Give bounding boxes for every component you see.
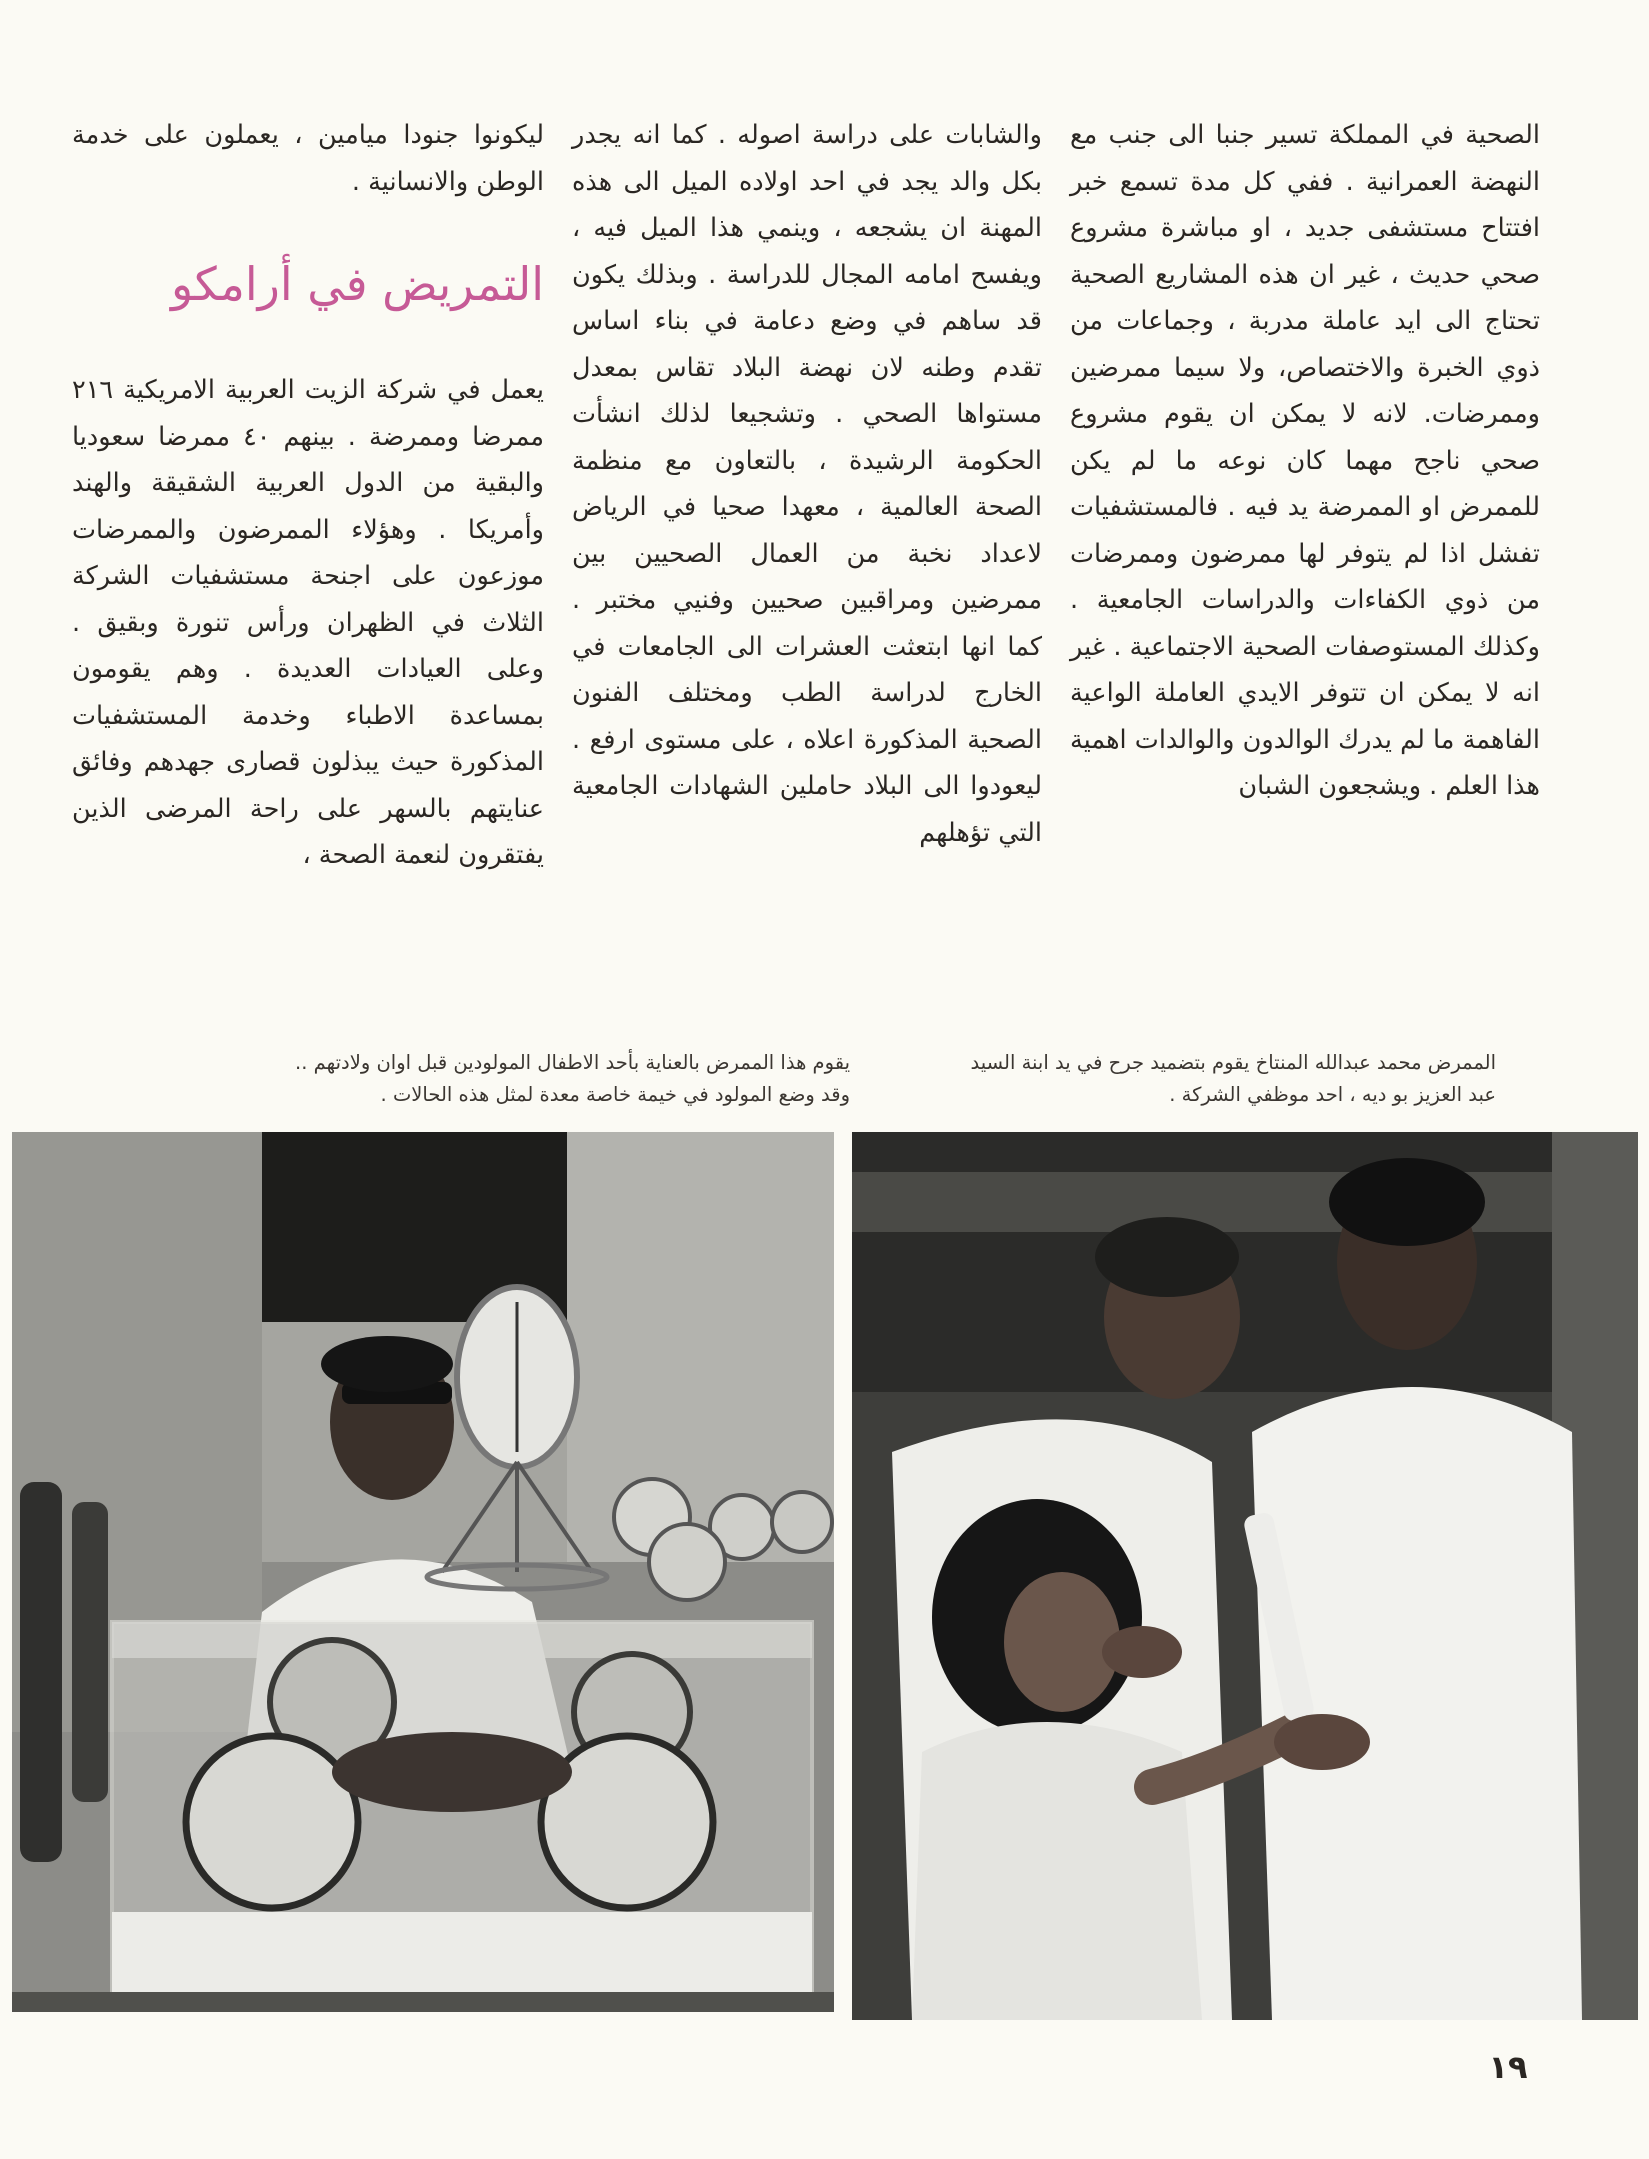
article-paragraph: ليكونوا جنودا ميامين ، يعملون على خدمة الوطن والانسانية . xyxy=(72,120,544,197)
page-number: ١٩ xyxy=(1488,2048,1528,2086)
photo-nurse-incubator xyxy=(12,1132,834,2012)
article-column-left xyxy=(72,112,544,902)
photo-caption-left: يقوم هذا الممرض بالعناية بأحد الاطفال المولودين قبل اوان ولادتهم .. وقد وضع المولود في خيمة خاصة معدة لمثل هذه الحالات . xyxy=(295,1051,850,1106)
article-paragraph: والشابات على دراسة اصوله . كما انه يجدر بكل والد يجد في احد اولاده الميل الى هذه المهنة ان يشجعه ، وينمي هذا الميل فيه ، ويفسح امامه المجال للدراسة . وبذلك يكون قد ساهم في وضع دعامة في بناء اساس تقدم وطنه لان نهضة البلاد تقاس بمعدل مستواها الصحي . وتشجيعا لذلك انشأت الحكومة الرشيدة ، بالتعاون مع منظمة الصحة العالمية ، معهدا صحيا في الرياض لاعداد نخبة من العمال الصحيين بين ممرضين ومراقبين صحيين وفنيي مختبر . كما انها ابتعثت العشرات الى الجامعات في الخارج لدراسة الطب ومختلف الفنون الصحية المذكورة اعلاه ، على مستوى ارفع . ليعودوا الى البلاد حاملين الشهادات الجامعية التي تؤهلهم xyxy=(572,120,1042,848)
photo-caption-right: الممرض محمد عبدالله المنتاخ يقوم بتضميد جرح في يد ابنة السيد عبد العزيز بو ديه ، احد موظفي الشركة . xyxy=(970,1051,1496,1106)
section-heading: التمريض في أرامكو xyxy=(171,257,544,311)
article-paragraph: يعمل في شركة الزيت العربية الامريكية ٢١٦ ممرضا وممرضة . بينهم ٤٠ ممرضا سعوديا والبقية من الدول العربية الشقيقة والهند وأمريكا . وهؤلاء الممرضون والممرضات موزعون على اجنحة مستشفيات الشركة الثلاث في الظهران ورأس تنورة وبقيق . وعلى العيادات العديدة . وهم يقومون بمساعدة الاطباء وخدمة المستشفيات المذكورة حيث يبذلون قصارى جهدهم وفائق عنايتهم بالسهر على راحة المرضى الذين يفتقرون لنعمة الصحة ، xyxy=(72,375,544,870)
article-paragraph: الصحية في المملكة تسير جنبا الى جنب مع النهضة العمرانية . ففي كل مدة تسمع خبر افتتاح مستشفى جديد ، او مباشرة مشروع صحي حديث ، غير ان هذه المشاريع الصحية تحتاج الى ايد عاملة مدربة ، وجماعات من ذوي الخبرة والاختصاص، ولا سيما ممرضين وممرضات. لانه لا يمكن ان يقوم مشروع صحي ناجح مهما كان نوعه ما لم يكن للممرض او الممرضة يد فيه . فالمستشفيات تفشل اذا لم يتوفر لها ممرضون وممرضات من ذوي الكفاءات والدراسات الجامعية . وكذلك المستوصفات الصحية الاجتماعية . غير انه لا يمكن ان تتوفر الايدي العاملة الواعية الفاهمة ما لم يدرك الوالدون والوالدات اهمية هذا العلم . ويشجعون الشبان xyxy=(1070,120,1540,801)
bandaging-photo-illustration xyxy=(852,1132,1638,2020)
photo-nurse-bandaging xyxy=(852,1132,1638,2020)
article-column-middle xyxy=(572,112,1042,902)
incubator-photo-illustration xyxy=(12,1132,834,2012)
article-column-right xyxy=(1070,112,1540,902)
